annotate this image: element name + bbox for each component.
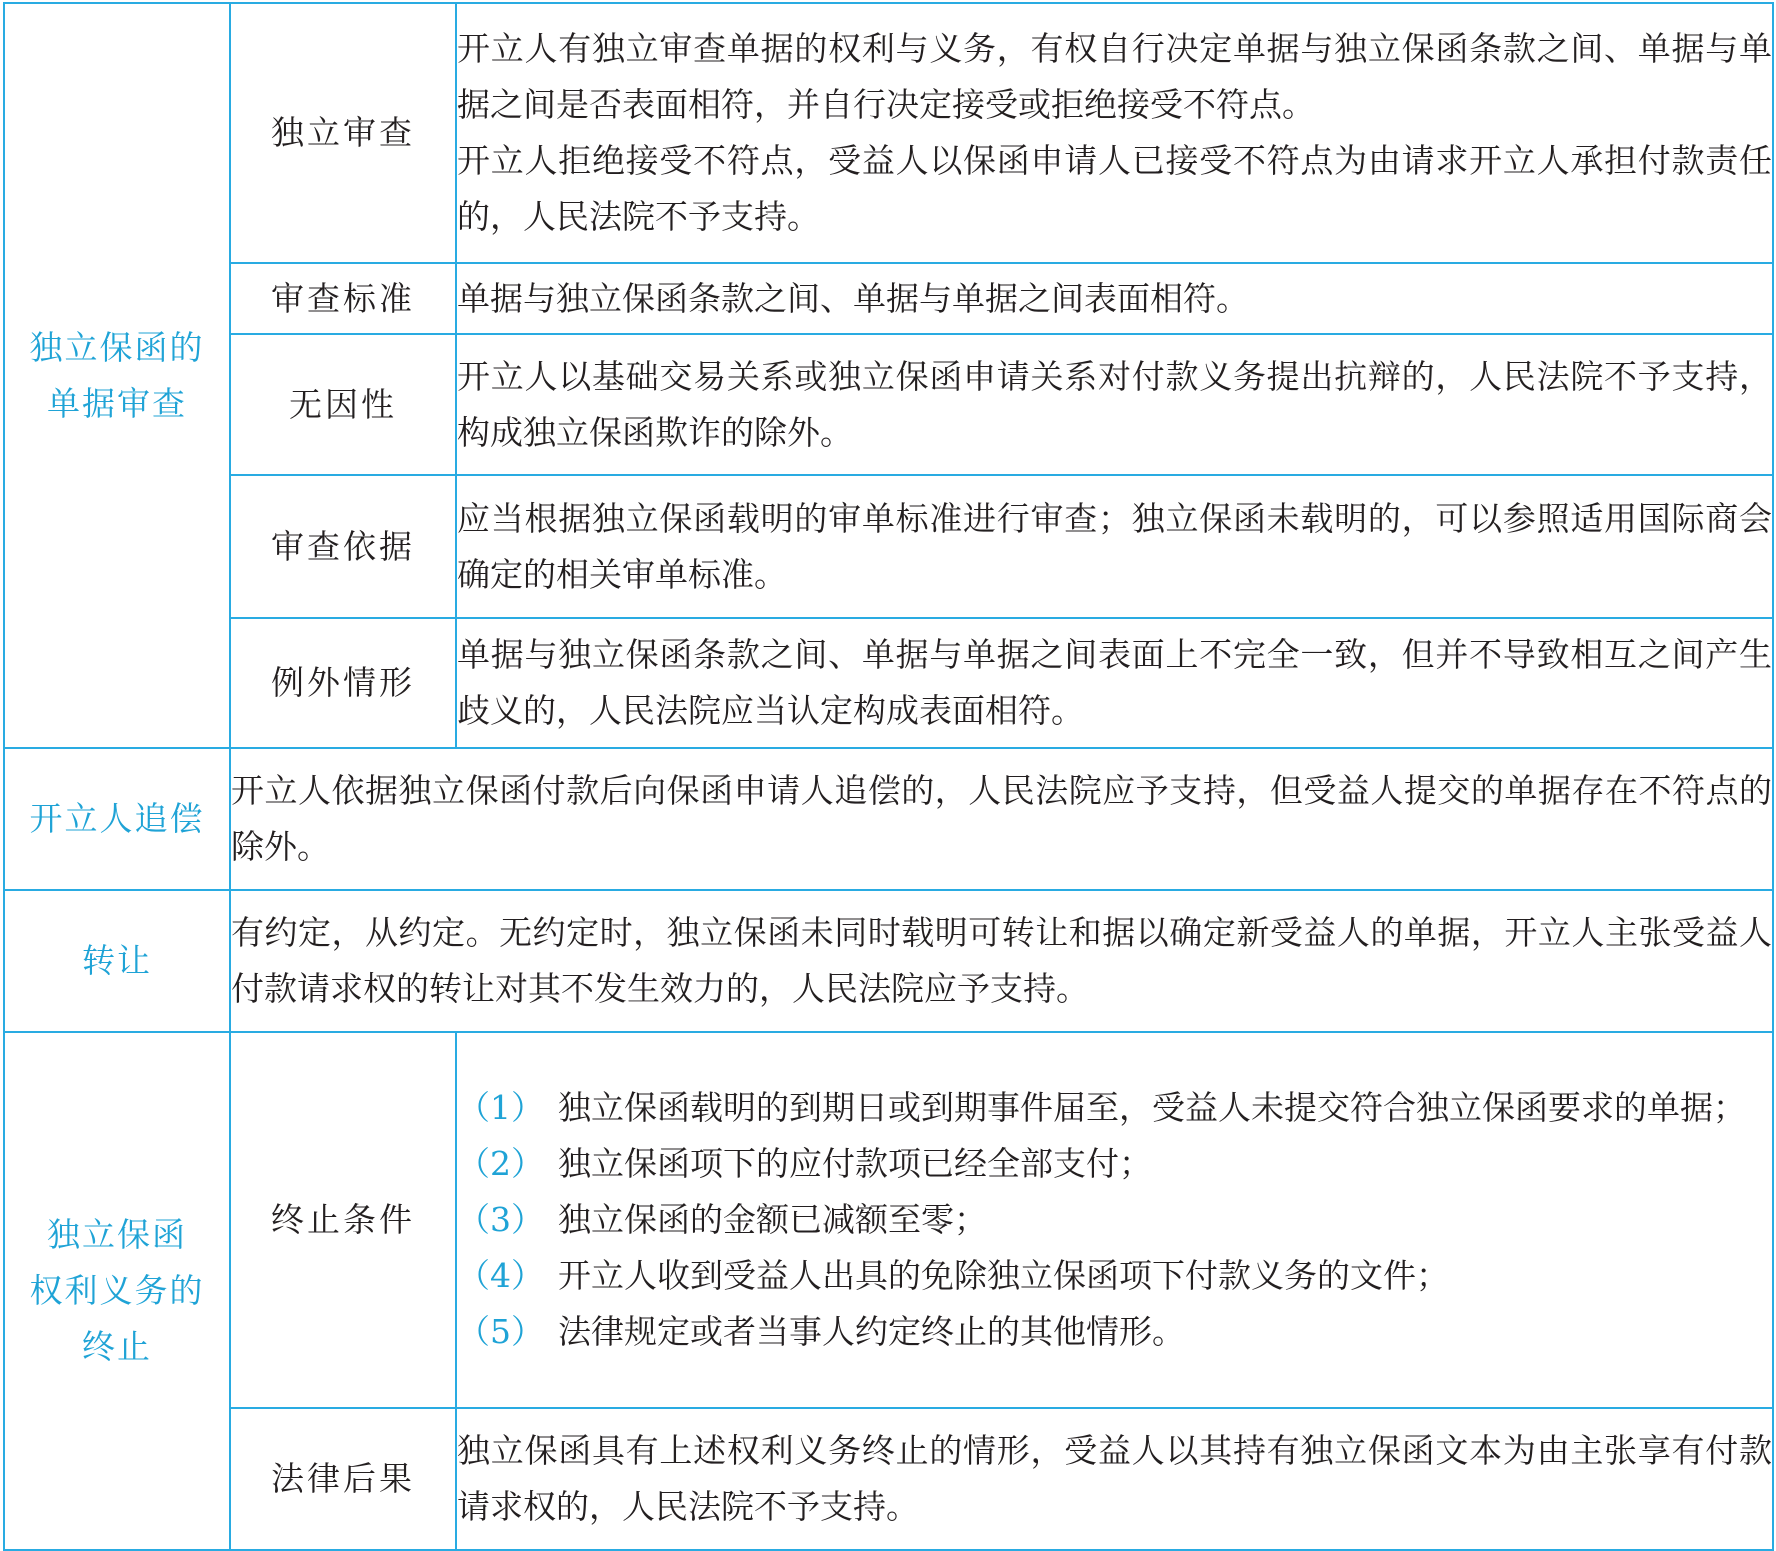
list-item <box>457 1304 1772 1360</box>
section-title-doc-review <box>4 3 230 748</box>
row-content: 单据与独立保函条款之间、单据与单据之间表面相符。 <box>456 263 1773 334</box>
independent-guarantee-table <box>3 2 1774 1551</box>
list-item-number: （1） <box>457 1088 544 1127</box>
section-title-line: 独立保函的 <box>29 327 205 367</box>
section-title-termination <box>4 1032 230 1550</box>
row-label: 法律后果 <box>230 1408 456 1550</box>
table-row <box>4 334 1773 475</box>
table-row <box>4 475 1773 618</box>
list-item-number: （4） <box>457 1256 544 1295</box>
list-item-text: 开立人收到受益人出具的免除独立保函项下付款义务的文件； <box>558 1256 1449 1295</box>
table-row <box>4 748 1773 890</box>
row-label: 例外情形 <box>230 618 456 748</box>
row-label: 终止条件 <box>230 1032 456 1408</box>
list-item-number: （2） <box>457 1144 544 1183</box>
list-item <box>457 1080 1772 1136</box>
content-paragraph: 开立人有独立审查单据的权利与义务，有权自行决定单据与独立保函条款之间、单据与单据之间是否表面相符，并自行决定接受或拒绝接受不符点。 <box>457 29 1772 124</box>
list-item <box>457 1192 1772 1248</box>
list-item-text: 独立保函载明的到期日或到期事件届至，受益人未提交符合独立保函要求的单据； <box>558 1088 1746 1127</box>
list-item <box>457 1248 1772 1304</box>
list-item-text: 独立保函项下的应付款项已经全部支付； <box>558 1144 1152 1183</box>
list-item-number: （3） <box>457 1200 544 1239</box>
section-title-line: 单据审查 <box>47 383 187 423</box>
row-content: 有约定，从约定。无约定时，独立保函未同时载明可转让和据以确定新受益人的单据，开立人主张受益人付款请求权的转让对其不发生效力的，人民法院应予支持。 <box>230 890 1773 1032</box>
section-title-line: 终止 <box>82 1327 152 1366</box>
row-label: 审查标准 <box>230 263 456 334</box>
row-content: 应当根据独立保函载明的审单标准进行审查；独立保函未载明的，可以参照适用国际商会确定的相关审单标准。 <box>456 475 1773 618</box>
row-content <box>456 3 1773 263</box>
row-label: 审查依据 <box>230 475 456 618</box>
row-content: 单据与独立保函条款之间、单据与单据之间表面上不完全一致，但并不导致相互之间产生歧义的，人民法院应当认定构成表面相符。 <box>456 618 1773 748</box>
list-item-text: 独立保函的金额已减额至零； <box>558 1200 987 1239</box>
row-content: 开立人以基础交易关系或独立保函申请关系对付款义务提出抗辩的，人民法院不予支持，构成独立保函欺诈的除外。 <box>456 334 1773 475</box>
list-item-number: （5） <box>457 1312 544 1351</box>
table-row <box>4 1408 1773 1550</box>
section-title-line: 独立保函 <box>47 1215 187 1254</box>
row-content <box>456 1032 1773 1408</box>
content-paragraph: 开立人拒绝接受不符点，受益人以保函申请人已接受不符点为由请求开立人承担付款责任的，人民法院不予支持。 <box>457 141 1772 236</box>
list-item-text: 法律规定或者当事人约定终止的其他情形。 <box>558 1312 1185 1351</box>
section-title-transfer: 转让 <box>4 890 230 1032</box>
table-row <box>4 3 1773 263</box>
table-row <box>4 1032 1773 1408</box>
row-content: 开立人依据独立保函付款后向保函申请人追偿的，人民法院应予支持，但受益人提交的单据存在不符点的除外。 <box>230 748 1773 890</box>
table-row <box>4 890 1773 1032</box>
table-row <box>4 263 1773 334</box>
section-title-recourse: 开立人追偿 <box>4 748 230 890</box>
row-label: 无因性 <box>230 334 456 475</box>
list-item <box>457 1136 1772 1192</box>
table-row <box>4 618 1773 748</box>
section-title-line: 权利义务的 <box>29 1271 205 1310</box>
row-label: 独立审查 <box>230 3 456 263</box>
row-content: 独立保函具有上述权利义务终止的情形，受益人以其持有独立保函文本为由主张享有付款请求权的，人民法院不予支持。 <box>456 1408 1773 1550</box>
